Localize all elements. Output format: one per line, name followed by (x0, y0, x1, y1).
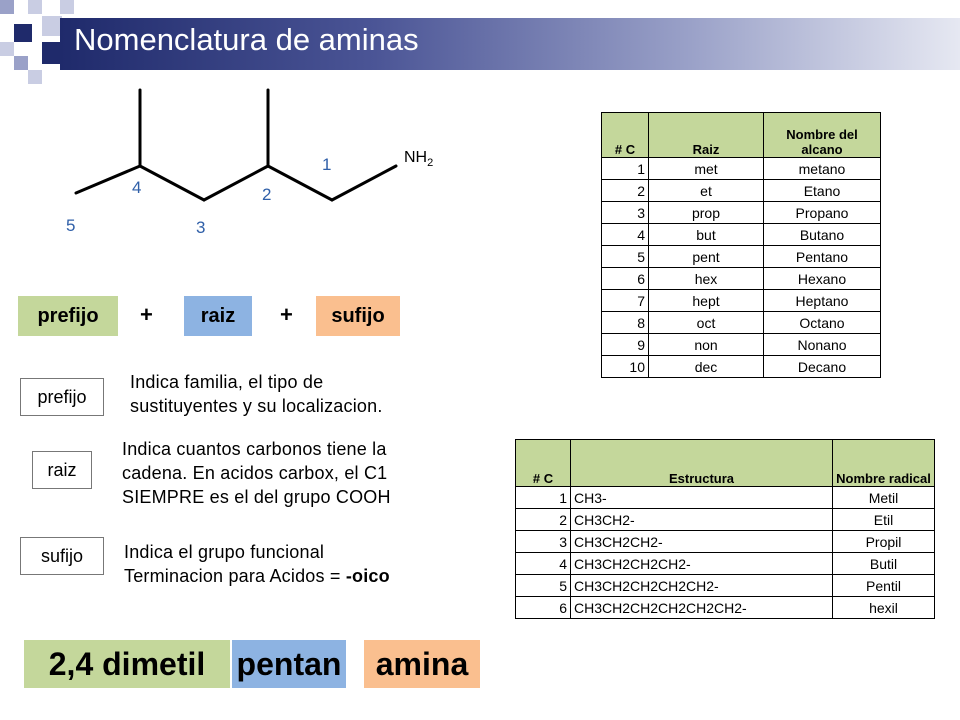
table-cell: 8 (602, 312, 649, 334)
definition-line: Indica cuantos carbonos tiene la (122, 439, 387, 459)
term-prefijo: prefijo (20, 378, 104, 416)
table-header-row (516, 440, 935, 487)
table-cell: 1 (516, 487, 571, 509)
decor-square (0, 0, 14, 14)
table-cell: non (649, 334, 764, 356)
table-cell: Propil (833, 531, 935, 553)
table-cell: 1 (602, 158, 649, 180)
table-cell: 3 (516, 531, 571, 553)
table-cell: 3 (602, 202, 649, 224)
table-cell: Butano (764, 224, 881, 246)
table-cell: Octano (764, 312, 881, 334)
table-cell: prop (649, 202, 764, 224)
column-header: # C (602, 113, 649, 158)
decor-square (0, 42, 14, 56)
table-row (516, 487, 935, 509)
table-row (602, 158, 881, 180)
table-cell: 10 (602, 356, 649, 378)
table-row (602, 224, 881, 246)
table-cell: metano (764, 158, 881, 180)
example-suffix-box: amina (364, 640, 480, 688)
table-cell: 4 (602, 224, 649, 246)
table-cell: Etano (764, 180, 881, 202)
table-cell: pent (649, 246, 764, 268)
table-row (516, 531, 935, 553)
definition-line: Indica el grupo funcional (124, 542, 325, 562)
definition-line: cadena. En acidos carbox, el C1 (122, 463, 388, 483)
table-cell: 9 (602, 334, 649, 356)
table-row (602, 290, 881, 312)
table-cell: oct (649, 312, 764, 334)
table-cell: et (649, 180, 764, 202)
bond (332, 166, 396, 200)
definition-line: Indica familia, el tipo de (130, 372, 324, 392)
column-header: Raiz (649, 113, 764, 158)
definition-line: SIEMPRE es el del grupo COOH (122, 487, 391, 507)
table-cell: Hexano (764, 268, 881, 290)
formula-sufijo-box: sufijo (316, 296, 400, 336)
table-cell: Pentil (833, 575, 935, 597)
example-root-box: pentan (232, 640, 346, 688)
table-row (516, 597, 935, 619)
formula-raiz-box: raiz (184, 296, 252, 336)
decor-square (14, 24, 32, 42)
table-cell: 4 (516, 553, 571, 575)
definition-prefijo (130, 370, 383, 418)
table-cell: Etil (833, 509, 935, 531)
table-row (602, 246, 881, 268)
carbon-number: 3 (196, 218, 206, 237)
decor-square (42, 16, 62, 36)
table-cell: 7 (602, 290, 649, 312)
table-cell: 6 (516, 597, 571, 619)
table-cell: Metil (833, 487, 935, 509)
definition-raiz (122, 437, 391, 509)
carbon-number: 2 (262, 185, 272, 204)
decor-square (42, 42, 62, 64)
table-cell: Butil (833, 553, 935, 575)
nh-subscript: 2 (427, 157, 434, 169)
table-cell: 2 (602, 180, 649, 202)
formula-prefijo-box: prefijo (18, 296, 118, 336)
table-cell: Heptano (764, 290, 881, 312)
definition-text: Terminacion para Acidos = (124, 566, 346, 586)
table-cell: 5 (516, 575, 571, 597)
formula-plus: + (280, 302, 293, 327)
alkane-table-body (602, 158, 881, 378)
column-header: Nombre radical (833, 440, 935, 487)
alkane-table (601, 112, 881, 378)
example-prefix-box: 2,4 dimetil (24, 640, 230, 688)
table-row (602, 334, 881, 356)
nh-text: NH (404, 149, 428, 166)
table-cell: CH3CH2CH2CH2CH2- (571, 575, 833, 597)
decor-square (28, 0, 42, 14)
table-cell: hex (649, 268, 764, 290)
table-cell: 5 (602, 246, 649, 268)
column-header: Estructura (571, 440, 833, 487)
amine-group-label (404, 149, 433, 169)
bond (76, 166, 140, 193)
table-cell: dec (649, 356, 764, 378)
table-cell: Pentano (764, 246, 881, 268)
definition-sufijo (124, 540, 390, 588)
table-cell: met (649, 158, 764, 180)
table-cell: Propano (764, 202, 881, 224)
table-row (602, 180, 881, 202)
table-row (602, 202, 881, 224)
table-cell: but (649, 224, 764, 246)
table-cell: Decano (764, 356, 881, 378)
decor-square (14, 56, 28, 70)
table-cell: CH3CH2- (571, 509, 833, 531)
table-cell: CH3- (571, 487, 833, 509)
column-header: # C (516, 440, 571, 487)
table-row (516, 575, 935, 597)
page-title: Nomenclatura de aminas (74, 22, 419, 57)
table-header-row (602, 113, 881, 158)
molecule-structure (0, 80, 480, 260)
decor-square (60, 0, 74, 14)
carbon-number: 4 (132, 178, 142, 197)
table-cell: CH3CH2CH2CH2CH2CH2- (571, 597, 833, 619)
table-row (516, 553, 935, 575)
table-cell: hexil (833, 597, 935, 619)
table-cell: CH3CH2CH2- (571, 531, 833, 553)
table-cell: 2 (516, 509, 571, 531)
table-row (516, 509, 935, 531)
radical-table (515, 439, 935, 619)
formula-plus: + (140, 302, 153, 327)
table-row (602, 268, 881, 290)
table-cell: Nonano (764, 334, 881, 356)
table-cell: CH3CH2CH2CH2- (571, 553, 833, 575)
column-header: Nombre del alcano (764, 113, 881, 158)
table-cell: 6 (602, 268, 649, 290)
carbon-number: 5 (66, 216, 76, 235)
table-row (602, 356, 881, 378)
carbon-number: 1 (322, 155, 332, 174)
table-row (602, 312, 881, 334)
definition-line: sustituyentes y su localizacion. (130, 396, 383, 416)
radical-table-body (516, 487, 935, 619)
bond (140, 166, 204, 200)
bond (204, 166, 268, 200)
term-sufijo: sufijo (20, 537, 104, 575)
term-raiz: raiz (32, 451, 92, 489)
table-cell: hept (649, 290, 764, 312)
definition-bold-suffix: -oico (345, 566, 390, 586)
definition-line (124, 564, 390, 588)
